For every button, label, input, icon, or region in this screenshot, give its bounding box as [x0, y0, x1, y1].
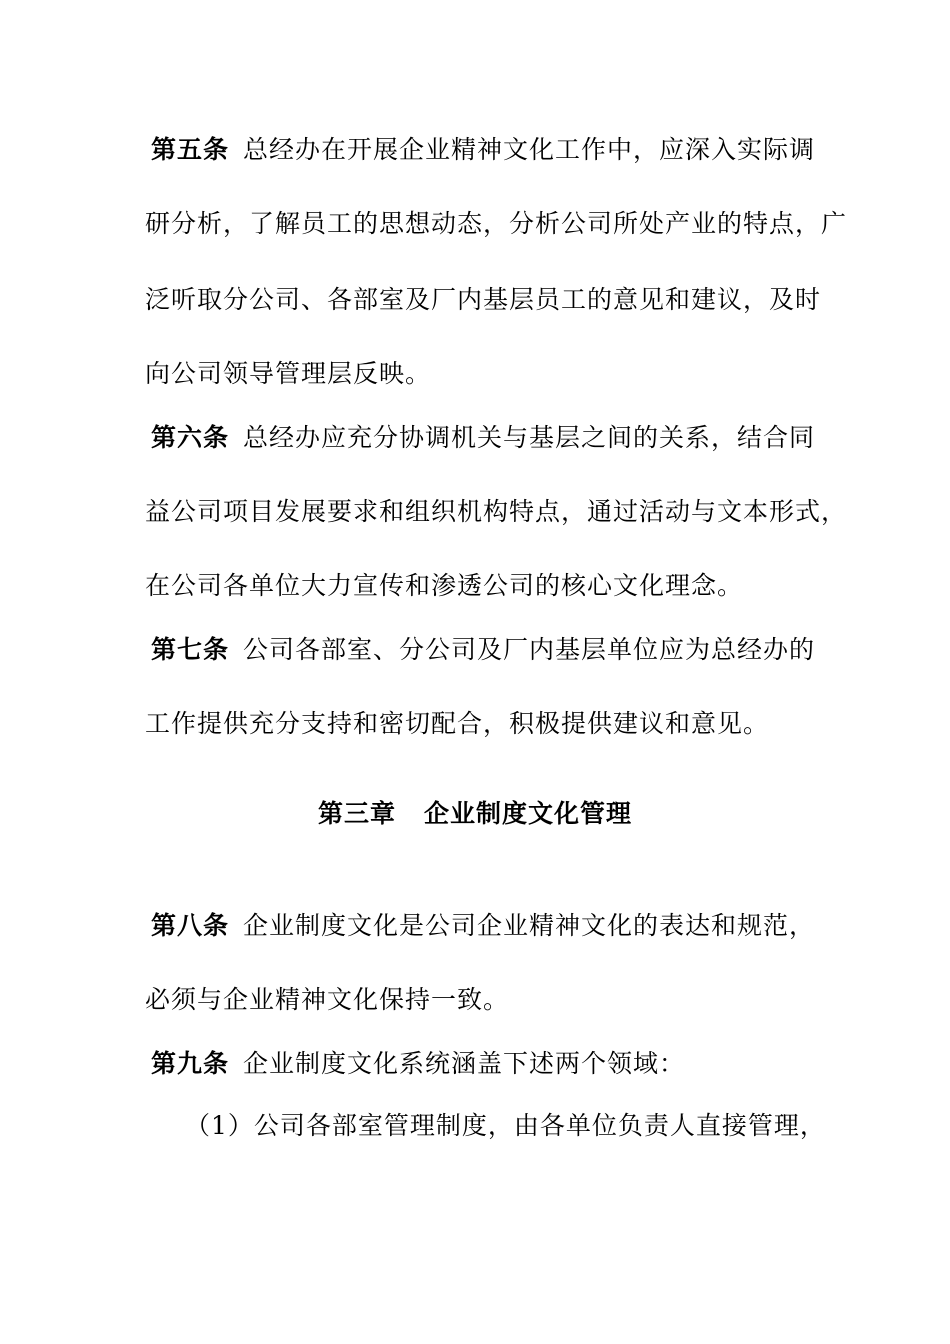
chapter-title: 企业制度文化管理: [424, 799, 633, 828]
article-5-label: 第五条: [151, 135, 230, 164]
article-5-line-3: 泛听取分公司、各部室及厂内基层员工的意见和建议，及时: [145, 285, 822, 314]
article-9-line-1: [145, 1044, 825, 1084]
article-6-line-1: [145, 418, 825, 458]
article-8-text-1: 企业制度文化是公司企业精神文化的表达和规范，: [243, 911, 816, 940]
article-5-line-2: 研分析，了解员工的思想动态，分析公司所处产业的特点，广: [145, 209, 848, 238]
article-8-label: 第八条: [151, 911, 230, 940]
chapter-heading: [0, 794, 950, 834]
article-5-line-4: 向公司领导管理层反映。: [145, 359, 432, 388]
article-8-line-1: [145, 906, 825, 946]
article-8-line-2: 必须与企业精神文化保持一致。: [145, 985, 510, 1014]
article-6-label: 第六条: [151, 423, 230, 452]
article-5-text-1: 总经办在开展企业精神文化工作中，应深入实际调: [243, 135, 816, 164]
article-5-line-1: [145, 130, 825, 170]
article-9-label: 第九条: [151, 1049, 230, 1078]
article-9-text-1: 企业制度文化系统涵盖下述两个领域：: [243, 1049, 686, 1078]
article-7-text-1: 公司各部室、分公司及厂内基层单位应为总经办的: [243, 635, 816, 664]
article-6-line-3: 在公司各单位大力宣传和渗透公司的核心文化理念。: [145, 571, 744, 600]
article-7-label: 第七条: [151, 635, 230, 664]
article-6-line-2: 益公司项目发展要求和组织机构特点，通过活动与文本形式，: [145, 497, 848, 526]
chapter-number: 第三章: [317, 799, 396, 828]
list-item-1: （1）公司各部室管理制度，由各单位负责人直接管理，: [185, 1111, 826, 1140]
article-7-line-2: 工作提供充分支持和密切配合，积极提供建议和意见。: [145, 709, 770, 738]
article-7-line-1: [145, 630, 825, 670]
article-6-text-1: 总经办应充分协调机关与基层之间的关系，结合同: [243, 423, 816, 452]
